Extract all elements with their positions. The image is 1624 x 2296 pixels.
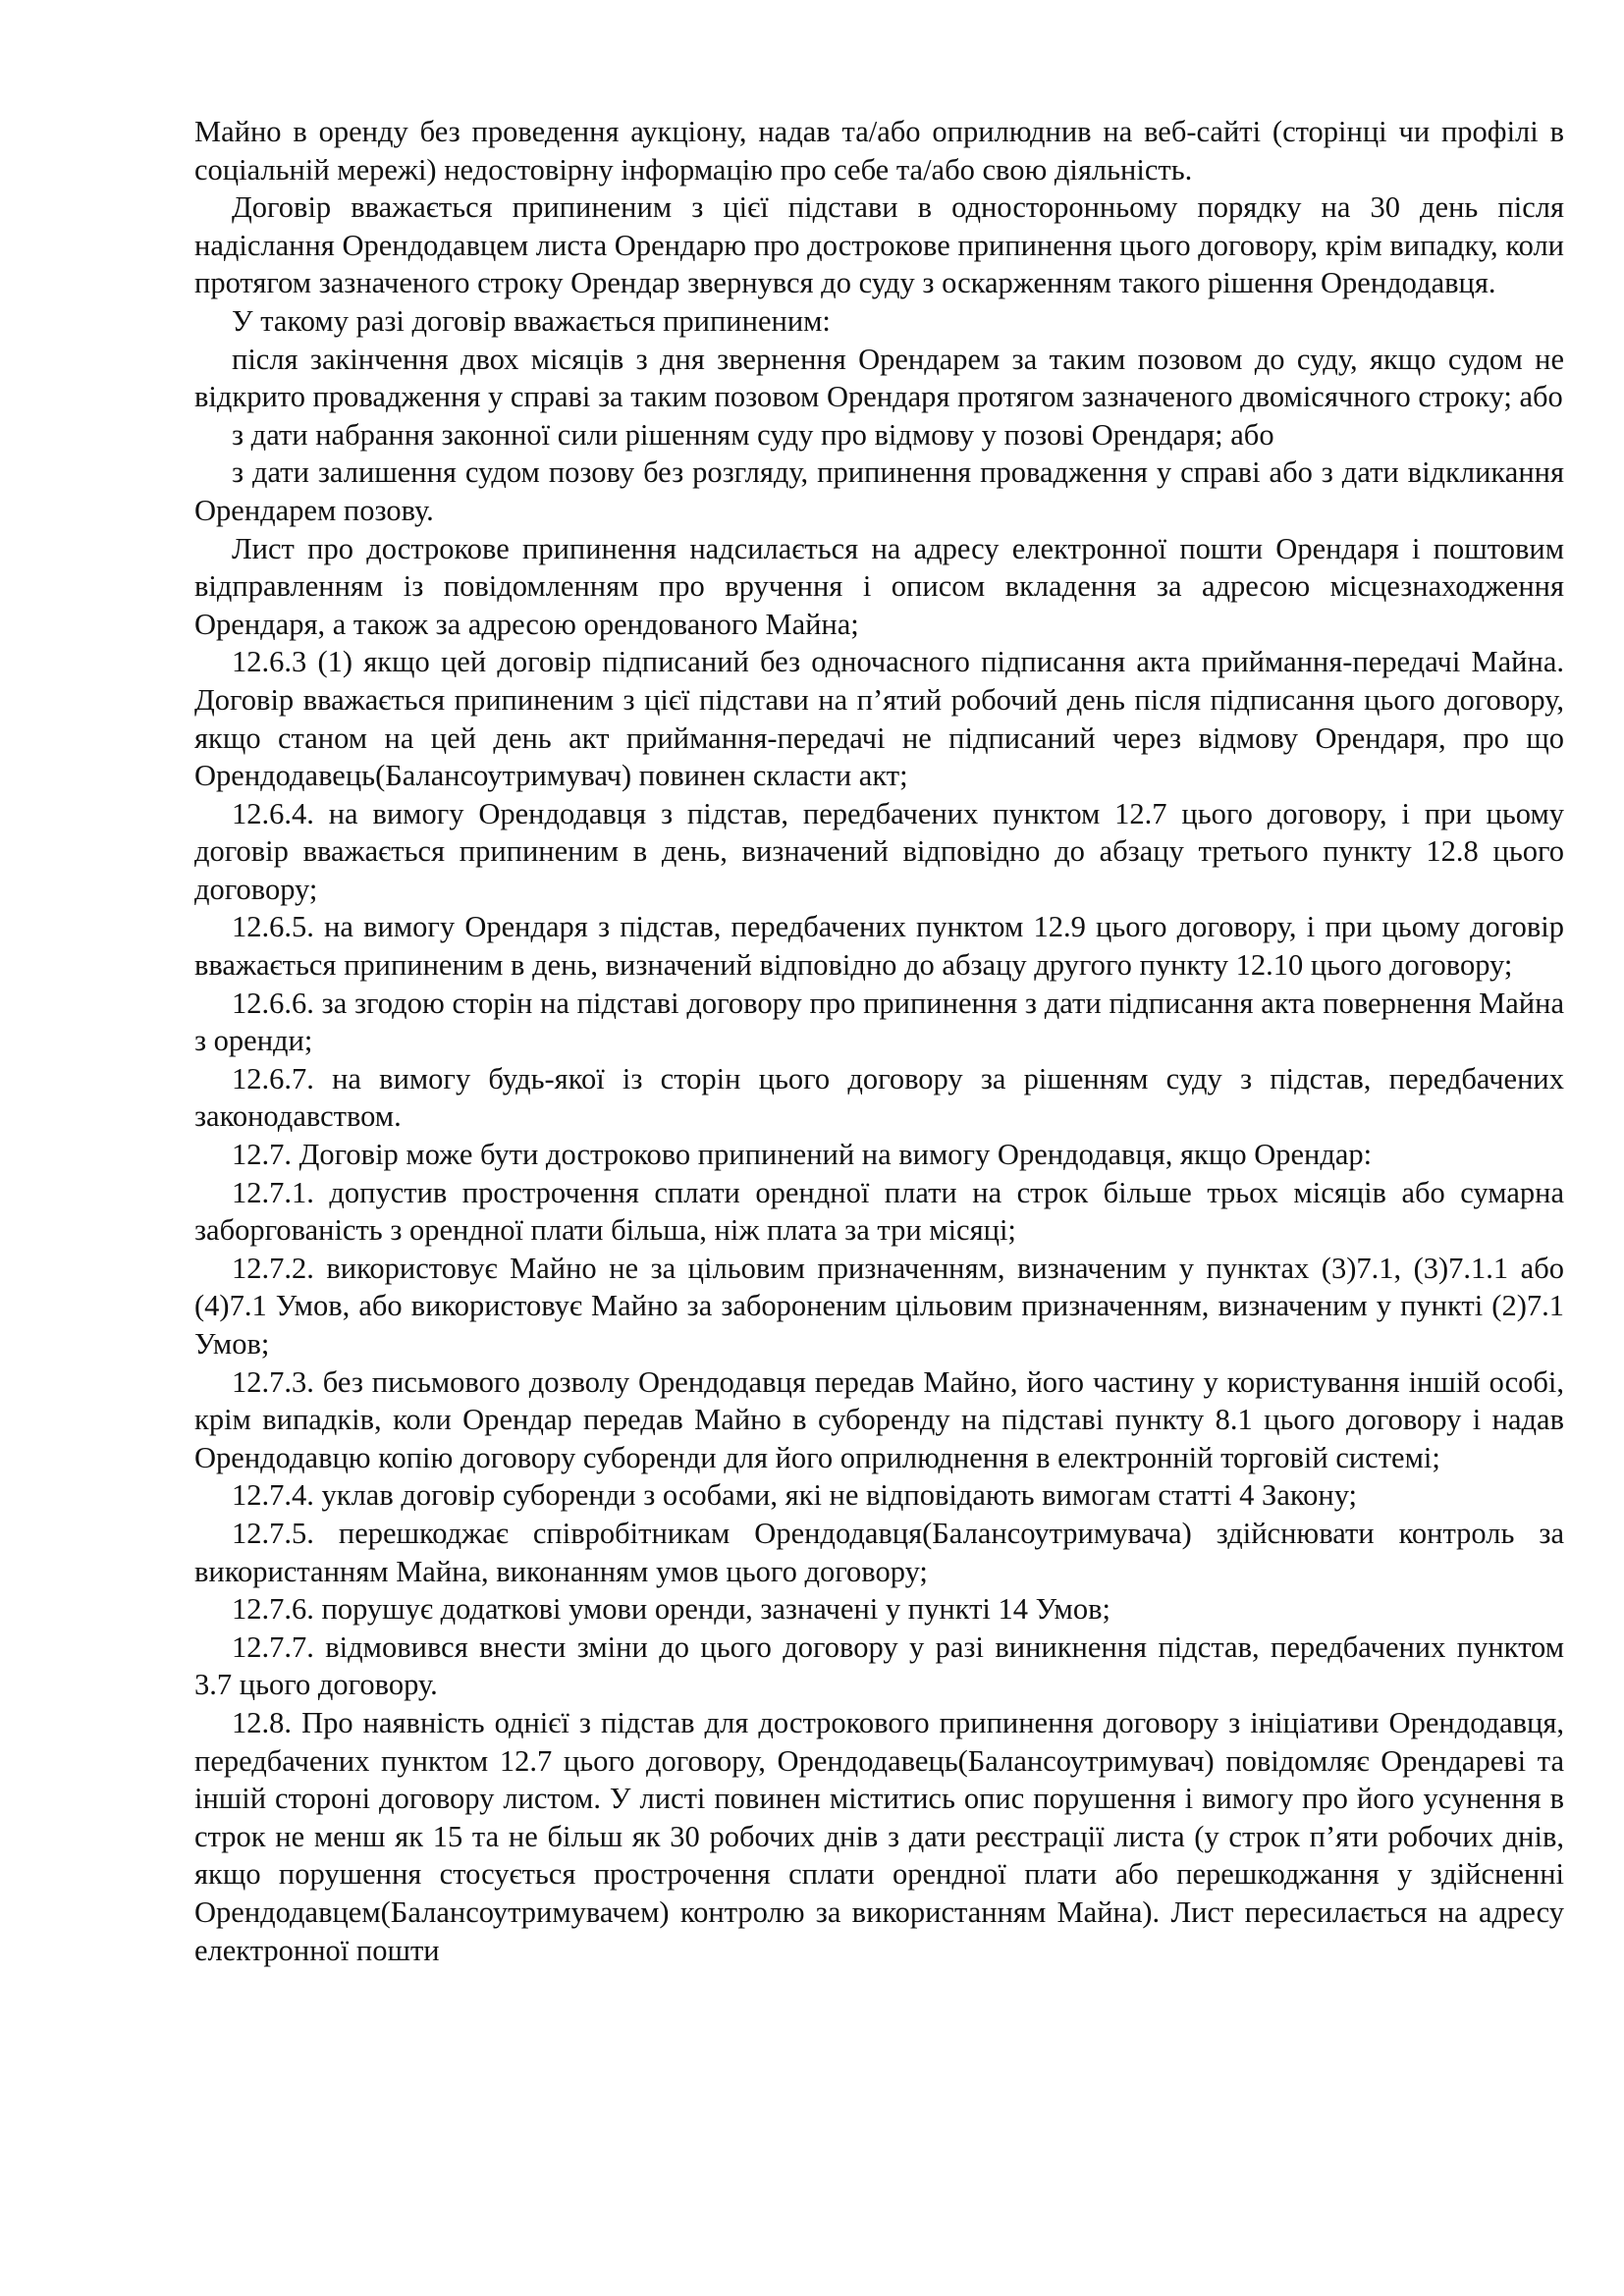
clause-12-7-7: 12.7.7. відмовився внести зміни до цього договору у разі виникнення підстав, передбачених пунктом 3.7 цього договору. [194,1629,1564,1702]
paragraph-in-such-case: У такому разі договір вважається припиненим: [232,303,831,338]
document-body [194,113,1564,1969]
paragraph-termination-30-day: Договір вважається припиненим з цієї підстави в односторонньому порядку на 30 день після надіслання Орендодавцем листа Орендарю про дострокове припинення цього договору, крім випадку, коли протягом зазначеного строку Орендар звернувся до суду з оскарженням такого рішення Орендодавця. [194,190,1564,300]
clause-12-6-6: 12.6.6. за згодою сторін на підставі договору про припинення з дати підписання акта повернення Майна з оренди; [194,986,1564,1058]
clause-12-7-1: 12.7.1. допустив прострочення сплати орендної плати на строк більше трьох місяців або сумарна заборгованість з орендної плати більша, ніж плата за три місяці; [194,1175,1564,1248]
paragraph-court-decision: з дати набрання законної сили рішенням суду про відмову у позові Орендаря; або [232,417,1274,452]
paragraph-continuation: Майно в оренду без проведення аукціону, надав та/або оприлюднив на веб-сайті (сторінці чи профілі в соціальній мережі) недостовірну інформацію про себе та/або свою діяльність. [194,115,1564,187]
clause-12-6-4: 12.6.4. на вимогу Орендодавця з підстав, передбачених пунктом 12.7 цього договору, і при цьому договір вважається припиненим в день, визначений відповідно до абзацу третього пункту 12.8 цього договору; [194,796,1564,906]
paragraph-claim-dismissed: з дати залишення судом позову без розгляду, припинення провадження у справі або з дати відкликання Орендарем позову. [194,455,1564,527]
clause-12-7: 12.7. Договір може бути достроково припинений на вимогу Орендодавця, якщо Орендар: [232,1138,1373,1172]
clause-12-7-2: 12.7.2. використовує Майно не за цільовим призначенням, визначеним у пунктах (3)7.1, (3)7.1.1 або (4)7.1 Умов, або використовує Майно за забороненим цільовим призначенням, визначеним у пункті (2)7.1 Умов; [194,1251,1564,1361]
clause-12-7-6: 12.7.6. порушує додаткові умови оренди, зазначені у пункті 14 Умов; [232,1592,1110,1627]
clause-12-8: 12.8. Про наявність однієї з підстав для дострокового припинення договору з ініціативи Орендодавця, передбачених пунктом 12.7 цього договору, Орендодавець(Балансоутримувач) повідомляє Орендареві та іншій стороні договору листом. У листі повинен міститись опис порушення і вимогу про його усунення в строк не менш як 15 та не більш як 30 робочих днів з дати реєстрації листа (у строк п’яти робочих днів, якщо порушення стосується прострочення сплати орендної плати або перешкоджання у здійсненні Орендодавцем(Балансоутримувачем) контролю за використанням Майна). Лист пересилається на адресу електронної пошти [194,1705,1564,1967]
paragraph-two-months: після закінчення двох місяців з дня звернення Орендарем за таким позовом до суду, якщо судом не відкрито провадження у справі за таким позовом Орендаря протягом зазначеного двомісячного строку; або [194,342,1564,414]
clause-12-7-5: 12.7.5. перешкоджає співробітникам Орендодавця(Балансоутримувача) здійснювати контроль за використанням Майна, виконанням умов цього договору; [194,1516,1564,1588]
paragraph-letter-delivery: Лист про дострокове припинення надсилається на адресу електронної пошти Орендаря і поштовим відправленням із повідомленням про вручення і описом вкладення за адресою місцезнаходження Орендаря, а також за адресою орендованого Майна; [194,531,1564,641]
clause-12-6-5: 12.6.5. на вимогу Орендаря з підстав, передбачених пунктом 12.9 цього договору, і при цьому договір вважається припиненим в день, визначений відповідно до абзацу другого пункту 12.10 цього договору; [194,910,1564,983]
clause-12-7-3: 12.7.3. без письмового дозволу Орендодавця передав Майно, його частину у користування іншій особі, крім випадків, коли Орендар передав Майно в суборенду на підставі пункту 8.1 цього договору і надав Орендодавцю копію договору суборенди для його оприлюднення в електронній торговій системі; [194,1364,1564,1474]
clause-12-6-7: 12.6.7. на вимогу будь-якої із сторін цього договору за рішенням суду з підстав, передбачених законодавством. [194,1061,1564,1134]
clause-12-7-4: 12.7.4. уклав договір суборенди з особами, які не відповідають вимогам статті 4 Закону; [232,1478,1358,1513]
clause-12-6-3: 12.6.3 (1) якщо цей договір підписаний без одночасного підписання акта приймання-передачі Майна. Договір вважається припиненим з цієї підстави на п’ятий робочий день після підписання цього договору, якщо станом на цей день акт приймання-передачі не підписаний через відмову Орендаря, про що Орендодавець(Балансоутримувач) повинен скласти акт; [194,645,1564,793]
